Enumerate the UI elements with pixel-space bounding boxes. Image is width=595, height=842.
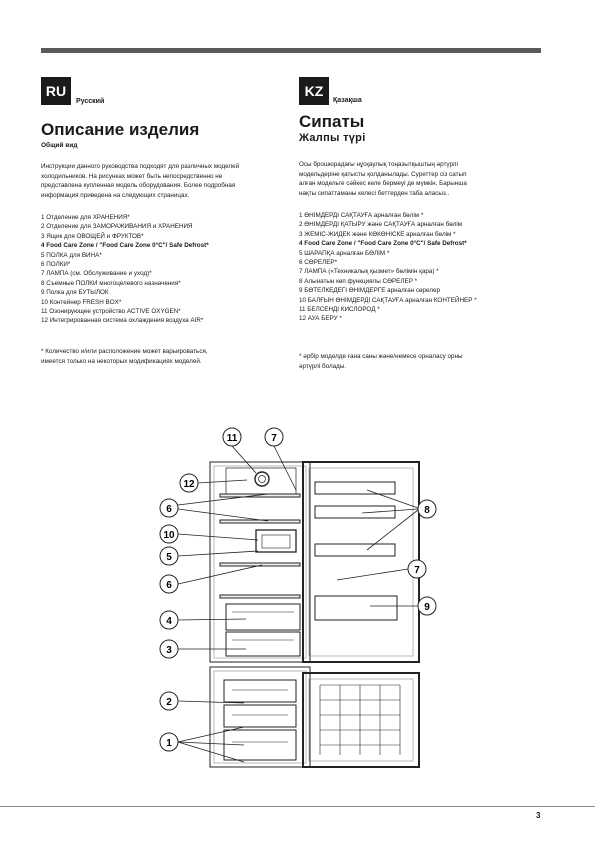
callout-label: 6 <box>166 504 172 515</box>
callout-label: 8 <box>424 505 430 516</box>
freezer-drawer <box>224 680 296 702</box>
bottle-shelf <box>315 596 397 620</box>
ru-list-item: 5 ПОЛКА для ВИНА* <box>41 251 102 259</box>
callout-2 <box>160 692 178 710</box>
callout-9 <box>418 597 436 615</box>
door-shelf <box>315 544 395 556</box>
ru-footnote-line: имеется только на некоторых модификациях моделей. <box>41 357 202 365</box>
ru-intro-line: Инструкции данного руководства подходят для различных моделей <box>41 163 240 170</box>
kz-list-item: 5 ШАРАПҚА арналған БӨЛІМ * <box>299 249 390 257</box>
callout-12 <box>180 474 198 492</box>
ru-list-item: 2 Отделение для ЗАМОРАЖИВАНИЯ и ХРАНЕНИЯ <box>41 223 193 231</box>
ru-list-item: 12 Интегрированная система охлаждения воздуха AIR* <box>41 317 204 325</box>
kz-language-badge: KZ <box>299 77 329 105</box>
kz-subtitle: Жалпы түрі <box>299 132 366 144</box>
callout-8 <box>418 500 436 518</box>
kz-page-title: Сипаты <box>299 112 365 131</box>
ru-intro-line: холодильников. На рисунках может быть непосредственно не <box>41 172 223 180</box>
page-number: 3 <box>536 811 541 820</box>
freezer-compartment-outline <box>210 667 310 767</box>
callout-4 <box>160 611 178 629</box>
ru-list-item: 4 Food Care Zone / "Food Care Zone 0°C"/ Safe Defrost* <box>41 242 209 250</box>
shelf <box>220 494 300 497</box>
ru-list-item: 1 Отделение для ХРАНЕНИЯ* <box>41 214 130 221</box>
callout-label: 11 <box>226 433 238 444</box>
kz-list-item: 3 ЖЕМІС-ЖИДЕК және КӨКӨНІСКЕ арналған бөлім * <box>299 230 456 238</box>
callout-label: 5 <box>166 552 172 563</box>
kz-list-item: 2 ӨНІМДЕРДІ ҚАТЫРУ және САҚТАУҒА арналған бөлім <box>299 221 463 229</box>
kz-list-item: 11 БЕЛСЕНДІ КИСЛОРОД * <box>299 306 380 314</box>
ru-subtitle: Общий вид <box>41 142 78 149</box>
callout-7-door <box>408 560 426 578</box>
ru-list-item: 7 ЛАМПА (см. Обслуживание и уход)* <box>41 270 152 278</box>
kz-language-label: Қазақша <box>333 97 362 104</box>
kz-footnote-line: әртүрлі болады. <box>299 362 347 370</box>
ru-list-item: 10 Контейнер FRESH BOX* <box>41 298 122 306</box>
kz-list-item: 7 ЛАМПА («Техникалық қызмет» бөлімін қара) * <box>299 268 439 276</box>
kz-list-item: 10 БАЛҒЫН ӨНІМДЕРДІ САҚТАУҒА арналған КОНТЕЙНЕР * <box>299 296 477 304</box>
callout-11 <box>223 428 241 446</box>
freezer-door <box>303 673 419 767</box>
callout-6-top <box>160 499 178 517</box>
kz-intro-line: нақты сипаттаманы келесі беттерден таба аласыз.. <box>299 189 450 197</box>
ru-intro-line: представлена купленная модель оборудования. Более подробная <box>41 182 236 190</box>
drawer <box>226 604 300 630</box>
callout-label: 6 <box>166 580 172 591</box>
kz-intro-line: алған модельге сәйкес келе бермеуі де мүмкін. Барынша <box>299 180 467 188</box>
callout-label: 12 <box>183 479 195 490</box>
callout-1 <box>160 733 178 751</box>
callout-6-bottom <box>160 575 178 593</box>
ru-list-item: 6 ПОЛКИ* <box>41 261 71 269</box>
kz-list-item: 8 Алынатын көп функциялы СӨРЕЛЕР * <box>299 277 418 285</box>
kz-list-item: 1 ӨНІМДЕРДІ САҚТАУҒА арналған бөлім * <box>299 212 424 219</box>
shelf <box>220 595 300 598</box>
ru-list-item: 9 Полка для БУТЫЛОК <box>41 289 109 297</box>
ru-list-item: 11 Озонирующее устройство ACTIVE OXYGEN* <box>41 308 181 316</box>
door-shelf <box>315 482 395 494</box>
active-oxygen-unit <box>255 472 269 486</box>
kz-list-item: 12 АУА БЕРУ * <box>299 315 342 323</box>
kz-intro-line: модельдеріне қатысты қолданылады. Суреттер сіз сатып <box>299 170 467 178</box>
drawer <box>226 632 300 656</box>
bottom-rule <box>0 806 595 807</box>
ru-page-title: Описание изделия <box>41 120 200 139</box>
callout-label: 9 <box>424 602 430 613</box>
ru-language-label: Русский <box>76 98 105 105</box>
ru-intro-line: информация приведена на следующих страницах. <box>41 191 190 199</box>
freezer-drawer <box>224 730 296 760</box>
callout-label: 1 <box>166 738 172 749</box>
shelf <box>220 520 300 523</box>
callout-label: 3 <box>166 645 172 656</box>
callout-label: 7 <box>414 565 420 576</box>
callout-label: 7 <box>271 433 277 444</box>
fridge-door <box>303 462 419 662</box>
ru-footnote-line: * Количество и/или расположение может варьироваться, <box>41 348 208 355</box>
callout-5 <box>160 547 178 565</box>
ru-language-badge: RU <box>41 77 71 105</box>
kz-list-item: 9 БӨТЕЛКЕДЕГІ ӨНІМДЕРГЕ арналған сөрелер <box>299 287 440 295</box>
callout-10 <box>160 525 178 543</box>
callout-label: 10 <box>163 530 175 541</box>
callout-label: 2 <box>166 697 172 708</box>
callout-7-top <box>265 428 283 446</box>
kz-intro-line: Осы брошюрадағы нұсқаулық тоңазытқыштың әртүрлі <box>299 161 458 168</box>
callout-label: 4 <box>166 616 172 627</box>
kz-list-item: 4 Food Care Zone / "Food Care Zone 0°C"/ Safe Defrost* <box>299 240 467 248</box>
kz-list-item: 6 СӨРЕЛЕР* <box>299 259 338 267</box>
callout-3 <box>160 640 178 658</box>
ru-list-item: 3 Ящик для ОВОЩЕЙ и ФРУКТОВ* <box>41 232 144 240</box>
freezer-drawer <box>224 705 296 727</box>
kz-footnote-line: * әрбір моделде ғана саны және/немесе орналасу орны <box>299 353 463 360</box>
ru-list-item: 8 Съемные ПОЛКИ многоцелевого назначения* <box>41 279 181 287</box>
door-shelf <box>315 506 395 518</box>
